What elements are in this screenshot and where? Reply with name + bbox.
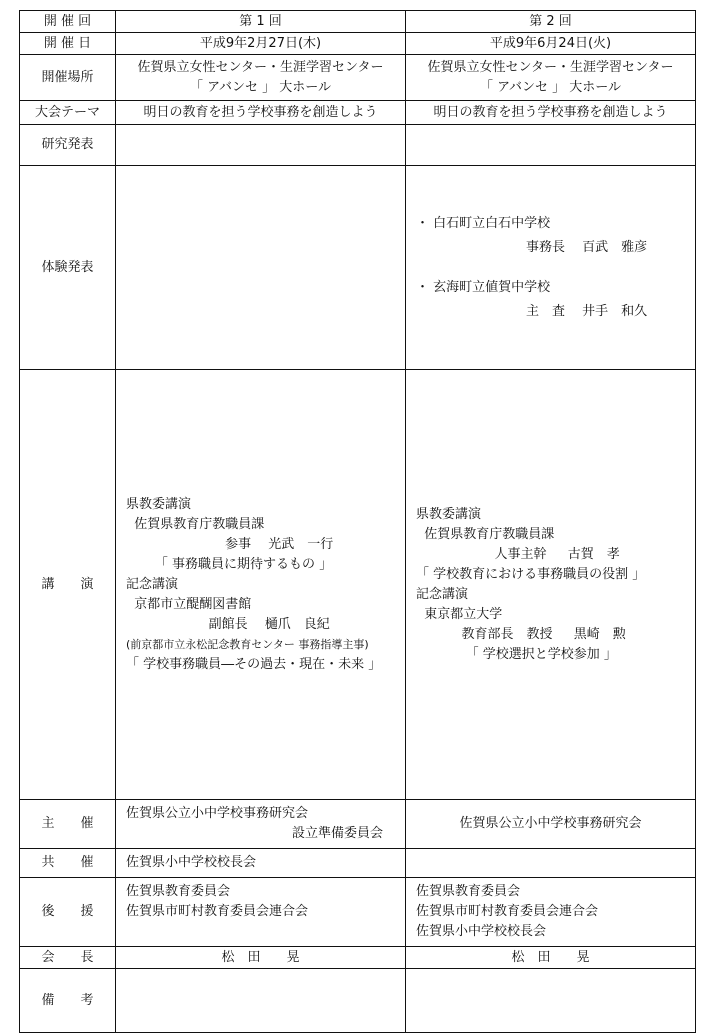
label-support: 後 援 bbox=[20, 878, 116, 947]
president-2: 松 田 晃 bbox=[406, 947, 696, 969]
cohost-2 bbox=[406, 849, 696, 878]
venue-1 bbox=[116, 55, 406, 101]
row-cohost bbox=[20, 849, 696, 878]
row-date bbox=[20, 33, 696, 55]
row-research bbox=[20, 125, 696, 166]
experience-person-2: 主 査 井手 和久 bbox=[526, 303, 648, 319]
row-venue bbox=[20, 55, 696, 101]
event-table bbox=[19, 10, 696, 1033]
date-1: 平成9年2月27日(木) bbox=[116, 33, 406, 55]
experience-school-2: ・ 玄海町立値賀中学校 bbox=[416, 279, 551, 295]
lecture-1-line: 副館長 樋爪 良紀 bbox=[126, 616, 330, 632]
label-host: 主 催 bbox=[20, 800, 116, 849]
label-president: 会 長 bbox=[20, 947, 116, 969]
row-president bbox=[20, 947, 696, 969]
lecture-2-line: 教育部長 教授 黒崎 勲 bbox=[416, 626, 626, 642]
date-2: 平成9年6月24日(火) bbox=[406, 33, 696, 55]
cohost-1: 佐賀県小中学校校長会 bbox=[116, 849, 406, 878]
support-2 bbox=[406, 878, 696, 947]
label-remarks: 備 考 bbox=[20, 969, 116, 1033]
lecture-1-line: 「 事務職員に期待するもの 」 bbox=[126, 556, 333, 572]
row-remarks bbox=[20, 969, 696, 1033]
venue-2 bbox=[406, 55, 696, 101]
support-1-line2: 佐賀県市町村教育委員会連合会 bbox=[126, 904, 309, 919]
president-1: 松 田 晃 bbox=[116, 947, 406, 969]
venue-1-line2: 「 アバンセ 」 大ホール bbox=[189, 79, 332, 95]
host-1 bbox=[116, 800, 406, 849]
lecture-1 bbox=[116, 370, 406, 800]
label-experience: 体験発表 bbox=[20, 166, 116, 370]
label-theme: 大会テーマ bbox=[20, 101, 116, 125]
lecture-2-line: 東京都立大学 bbox=[416, 606, 503, 622]
theme-2: 明日の教育を担う学校事務を創造しよう bbox=[406, 101, 696, 125]
lecture-2-line: 県教委講演 bbox=[416, 506, 482, 522]
lecture-1-line: 参事 光武 一行 bbox=[126, 536, 334, 552]
experience-school-1: ・ 白石町立白石中学校 bbox=[416, 215, 551, 231]
lecture-1-line: (前京都市立永松記念教育センター 事務指導主事) bbox=[126, 637, 369, 651]
support-2-line1: 佐賀県教育委員会 bbox=[416, 884, 521, 899]
remarks-1 bbox=[116, 969, 406, 1033]
lecture-2-line: 「 学校選択と学校参加 」 bbox=[416, 646, 617, 662]
row-lecture bbox=[20, 370, 696, 800]
host-2: 佐賀県公立小中学校事務研究会 bbox=[406, 800, 696, 849]
row-session bbox=[20, 11, 696, 33]
lecture-2 bbox=[406, 370, 696, 800]
support-1 bbox=[116, 878, 406, 947]
experience-1 bbox=[116, 166, 406, 370]
lecture-1-line: 県教委講演 bbox=[126, 496, 192, 512]
venue-2-line2: 「 アバンセ 」 大ホール bbox=[479, 79, 622, 95]
lecture-1-line: 記念講演 bbox=[126, 576, 179, 592]
experience-person-1: 事務長 百武 雅彦 bbox=[526, 239, 648, 255]
label-session: 開 催 回 bbox=[20, 11, 116, 33]
row-host bbox=[20, 800, 696, 849]
session-1: 第 1 回 bbox=[116, 11, 406, 33]
theme-1: 明日の教育を担う学校事務を創造しよう bbox=[116, 101, 406, 125]
session-2: 第 2 回 bbox=[406, 11, 696, 33]
lecture-1-line: 佐賀県教育庁教職員課 bbox=[126, 516, 265, 532]
lecture-2-line: 人事主幹 古賀 孝 bbox=[416, 546, 620, 562]
support-1-line1: 佐賀県教育委員会 bbox=[126, 884, 231, 899]
venue-2-line1: 佐賀県立女性センター・生涯学習センター bbox=[427, 59, 674, 75]
row-support bbox=[20, 878, 696, 947]
host-1-line2: 設立準備委員会 bbox=[291, 826, 383, 841]
label-date: 開 催 日 bbox=[20, 33, 116, 55]
host-1-line1: 佐賀県公立小中学校事務研究会 bbox=[126, 806, 309, 821]
venue-1-line1: 佐賀県立女性センター・生涯学習センター bbox=[137, 59, 384, 75]
research-2 bbox=[406, 125, 696, 166]
remarks-2 bbox=[406, 969, 696, 1033]
row-experience bbox=[20, 166, 696, 370]
label-cohost: 共 催 bbox=[20, 849, 116, 878]
lecture-1-line: 京都市立醍醐図書館 bbox=[126, 596, 252, 612]
lecture-2-line: 「 学校教育における事務職員の役割 」 bbox=[416, 566, 646, 582]
lecture-1-line: 「 学校事務職員―その過去・現在・未来 」 bbox=[126, 656, 382, 672]
label-venue: 開催場所 bbox=[20, 55, 116, 101]
lecture-2-line: 佐賀県教育庁教職員課 bbox=[416, 526, 555, 542]
support-2-line3: 佐賀県小中学校校長会 bbox=[416, 924, 547, 939]
support-2-line2: 佐賀県市町村教育委員会連合会 bbox=[416, 904, 599, 919]
experience-2 bbox=[406, 166, 696, 370]
row-theme bbox=[20, 101, 696, 125]
label-lecture: 講 演 bbox=[20, 370, 116, 800]
research-1 bbox=[116, 125, 406, 166]
lecture-2-line: 記念講演 bbox=[416, 586, 469, 602]
label-research: 研究発表 bbox=[20, 125, 116, 166]
